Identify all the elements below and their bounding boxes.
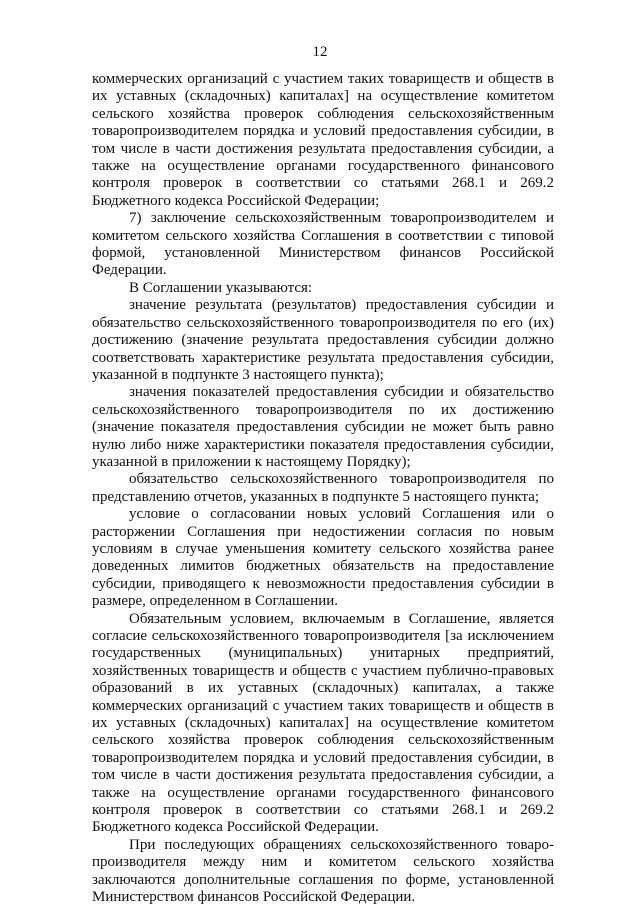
paragraph-reporting-obligation: обязательство сельскохозяйственного товаропроизводителя по представлению отчетов, указанных в подпункте 5 настоящего пункта; xyxy=(92,471,554,505)
paragraph-result-value: значение результата (результатов) предоставления субсидии и обязательство сельскохозяйственного товаропроизводителя по его (их) достижению (значение результата предоставления субсидии должно соответствовать характеристике результата предоставления субсидии, указанной в подпункте 3 настоящего пункта); xyxy=(92,297,554,383)
paragraph-mandatory-condition: Обязательным условием, включаемым в Соглашение, является согласие сельскохозяйственного товаропроизводителя [за исключением государственных (муниципальных) унитарных предприятий, хозяйственных товариществ и обществ с участием публично-правовых образований в их уставных (складочных) капиталах, а также коммерческих организаций с участием таких товариществ и обществ в их уставных (складочных) капиталах] на осуществление комитетом сельского хозяйства проверок соблюдения сельскохозяйственным товаропроизводителем порядка и условий предоставления субсидии, в том числе в части достижения результата предоставления субсидии, а также на осуществление органами государственного финансового контроля проверок в соответствии со статьями 268.1 и 269.2 Бюджетного кодекса Российской Федерации. xyxy=(92,610,554,836)
paragraph-new-conditions: условие о согласовании новых условий Соглашения или о расторжении Соглашения при недостижении согласия по новым условиям в случае уменьшения комитету сельского хозяйства ранее доведенных лимитов бюджетных обязательств на предоставление субсидии, приводящего к невозможности предоставления субсидии в размере, определенном в Соглашении. xyxy=(92,506,554,610)
paragraph-additional-agreements: При последующих обращениях сельскохозяйственного товаропроизводителя между ним и комитетом сельского хозяйства заключаются дополнительные соглашения по форме, установленной Министерством финансов Российской Федерации. xyxy=(92,836,554,906)
paragraph-agreement-intro: В Соглашении указываются: xyxy=(129,279,313,296)
document-body xyxy=(92,71,554,907)
paragraph-continuation: коммерческих организаций с участием таких товариществ и обществ в их уставных (складочных) капиталах] на осуществление комитетом сельского хозяйства проверок соблюдения сельскохозяйственным товаропроизводителем порядка и условий предоставления субсидии, в том числе в части достижения результата предоставления субсидии, а также на осуществление органами государственного финансового контроля проверок в соответствии со статьями 268.1 и 269.2 Бюджетного кодекса Российской Федерации; xyxy=(92,71,554,209)
page-number: 12 xyxy=(312,44,328,60)
paragraph-item-7: 7) заключение сельскохозяйственным товаропроизводителем и комитетом сельского хозяйства Соглашения в соответствии с типовой формой, установленной Министерством финансов Российской Федерации. xyxy=(92,210,554,279)
paragraph-indicator-values: значения показателей предоставления субсидии и обязательство сельскохозяйственного товаропроизводителя по их достижению (значение показателя предоставления субсидии не может быть равно нулю либо ниже характеристики показателя предоставления субсидии, указанной в приложении к настоящему Порядку); xyxy=(92,384,554,470)
